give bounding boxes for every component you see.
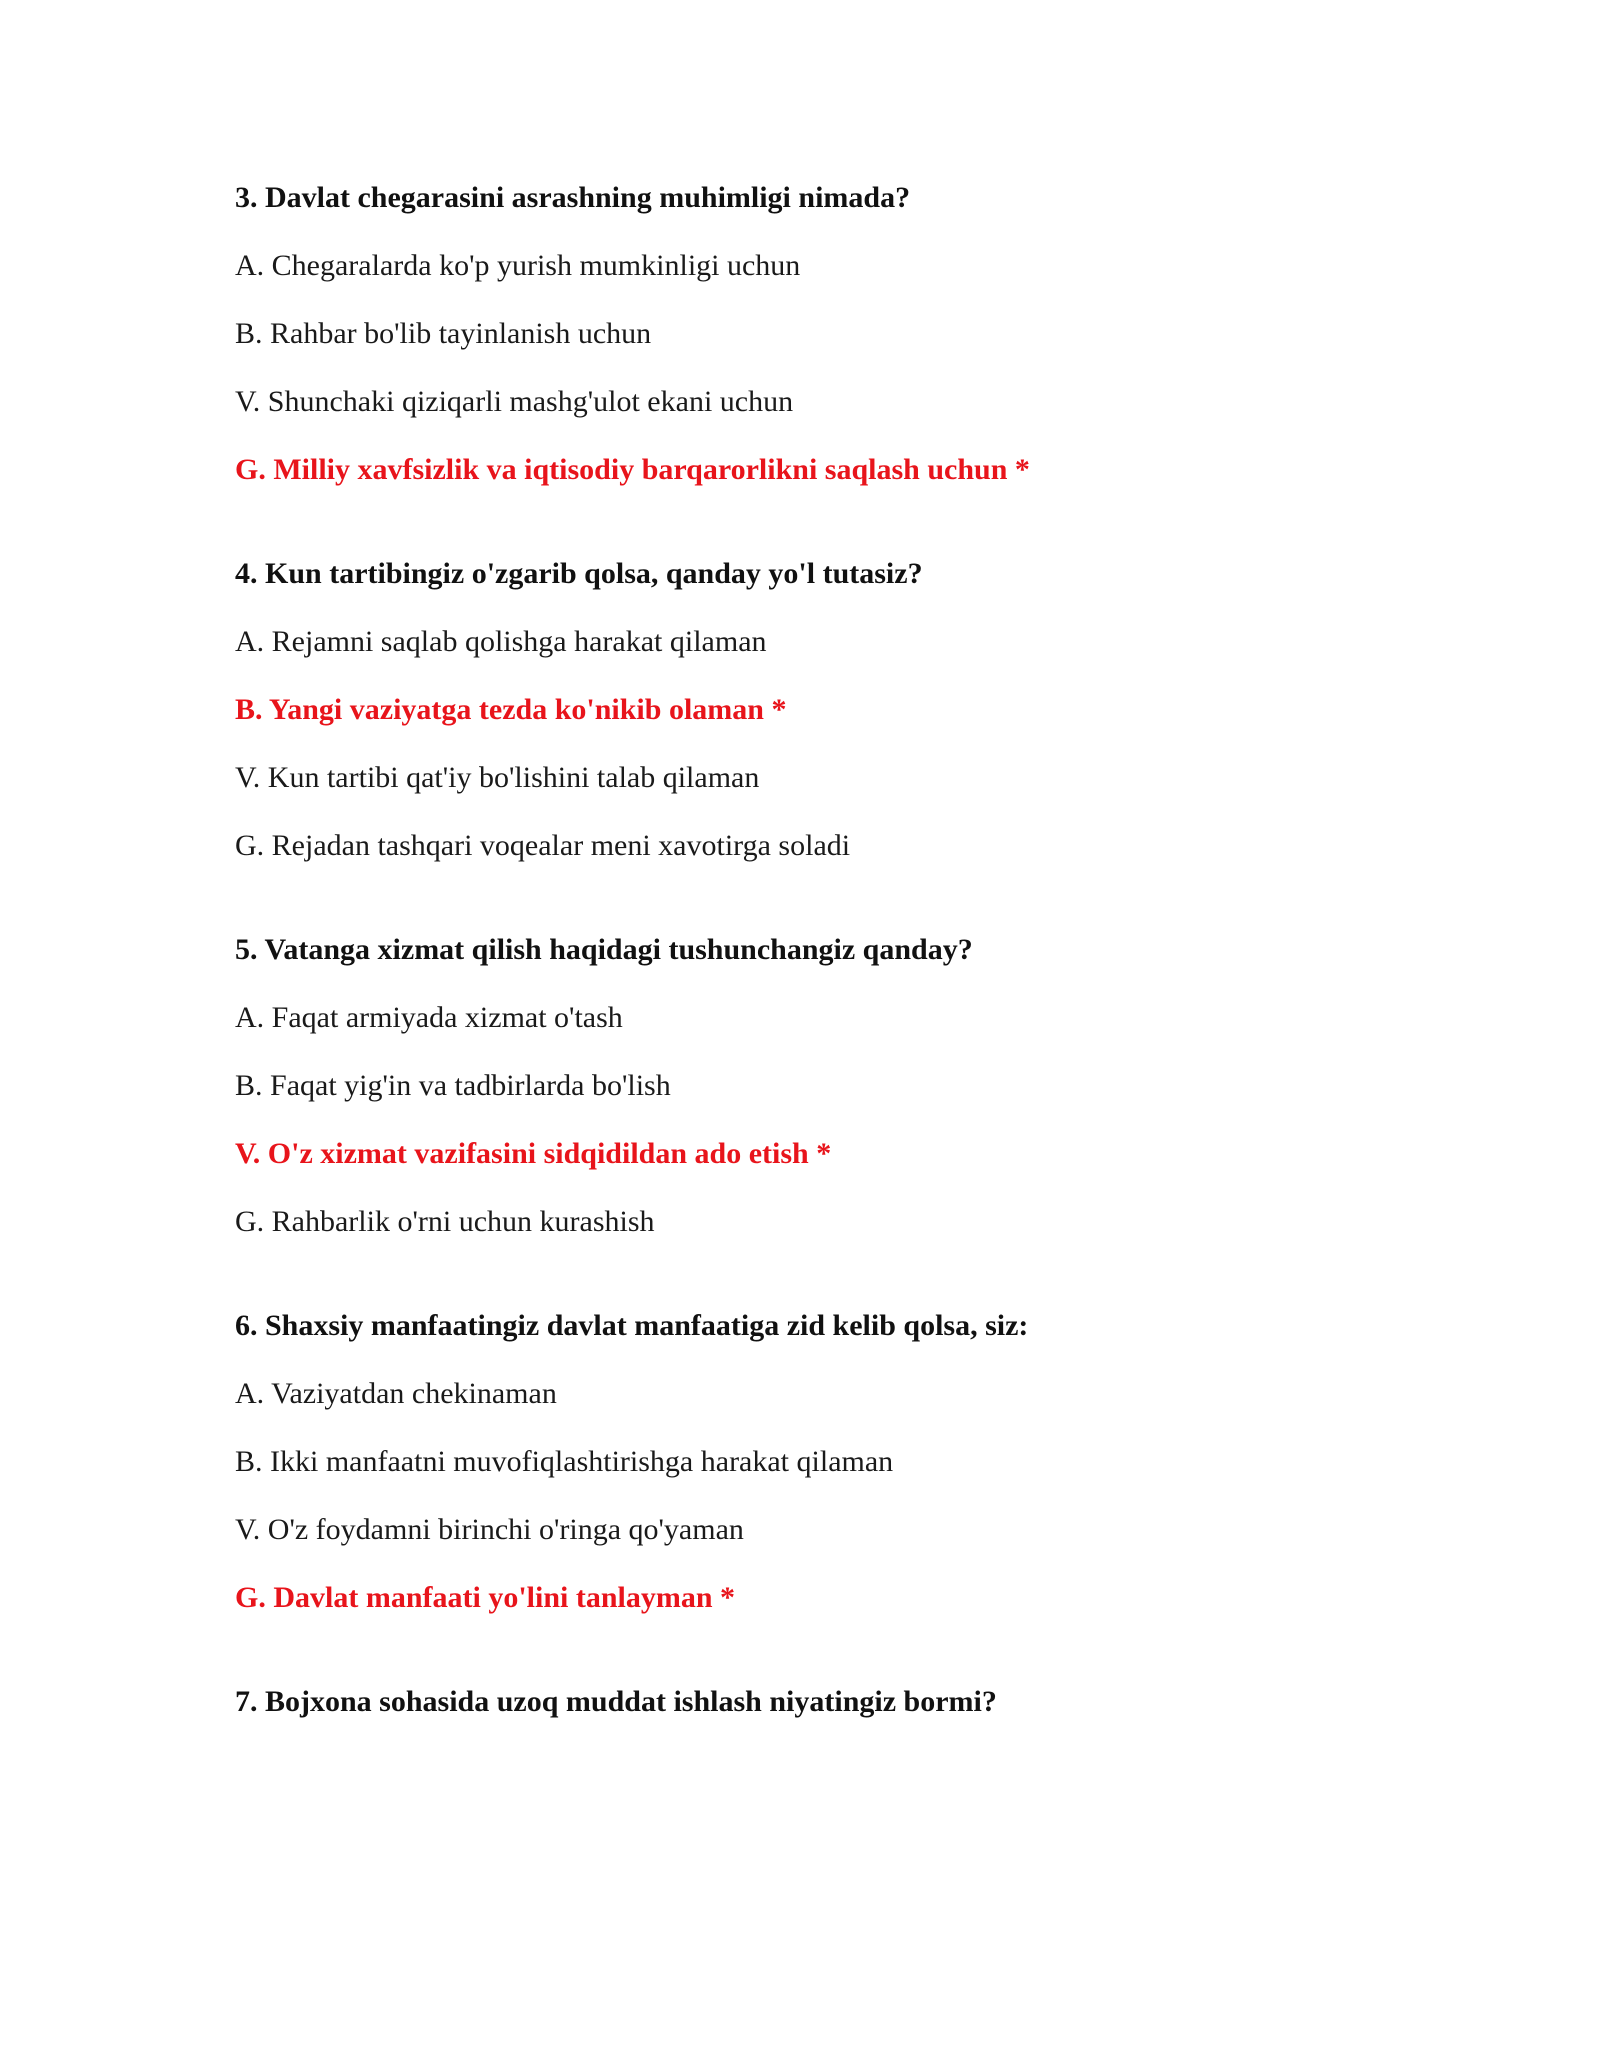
answer-option: G. Rahbarlik o'rni uchun kurashish	[235, 1205, 655, 1238]
answer-option: B. Rahbar bo'lib tayinlanish uchun	[235, 317, 652, 350]
answer-option: A. Vaziyatdan chekinaman	[235, 1377, 557, 1410]
question-title: 7. Bojxona sohasida uzoq muddat ishlash niyatingiz bormi?	[235, 1685, 997, 1718]
answer-option: V. Shunchaki qiziqarli mashg'ulot ekani uchun	[235, 385, 794, 418]
question-title: 5. Vatanga xizmat qilish haqidagi tushunchangiz qanday?	[235, 933, 973, 966]
answer-option-correct: G. Milliy xavfsizlik va iqtisodiy barqarorlikni saqlash uchun *	[235, 453, 1030, 486]
question-block-5	[235, 932, 1435, 1240]
question-title: 3. Davlat chegarasini asrashning muhimligi nimada?	[235, 181, 911, 214]
question-block-3	[235, 180, 1435, 488]
answer-option: G. Rejadan tashqari voqealar meni xavotirga soladi	[235, 829, 851, 862]
answer-option: V. O'z foydamni birinchi o'ringa qo'yaman	[235, 1513, 744, 1546]
question-block-4	[235, 556, 1435, 864]
answer-option-correct: B. Yangi vaziyatga tezda ko'nikib olaman *	[235, 693, 787, 726]
answer-option: B. Ikki manfaatni muvofiqlashtirishga harakat qilaman	[235, 1445, 894, 1478]
answer-option: B. Faqat yig'in va tadbirlarda bo'lish	[235, 1069, 671, 1102]
question-title: 6. Shaxsiy manfaatingiz davlat manfaatiga zid kelib qolsa, siz:	[235, 1309, 1029, 1342]
question-block-7	[235, 1684, 1435, 1720]
question-block-6	[235, 1308, 1435, 1616]
answer-option: V. Kun tartibi qat'iy bo'lishini talab qilaman	[235, 761, 760, 794]
answer-option: A. Chegaralarda ko'p yurish mumkinligi uchun	[235, 249, 801, 282]
question-title: 4. Kun tartibingiz o'zgarib qolsa, qanday yo'l tutasiz?	[235, 557, 923, 590]
answer-option-correct: V. O'z xizmat vazifasini sidqidildan ado etish *	[235, 1137, 832, 1170]
answer-option: A. Rejamni saqlab qolishga harakat qilaman	[235, 625, 767, 658]
quiz-content	[235, 180, 1435, 1788]
answer-option: A. Faqat armiyada xizmat o'tash	[235, 1001, 623, 1034]
answer-option-correct: G. Davlat manfaati yo'lini tanlayman *	[235, 1581, 736, 1614]
